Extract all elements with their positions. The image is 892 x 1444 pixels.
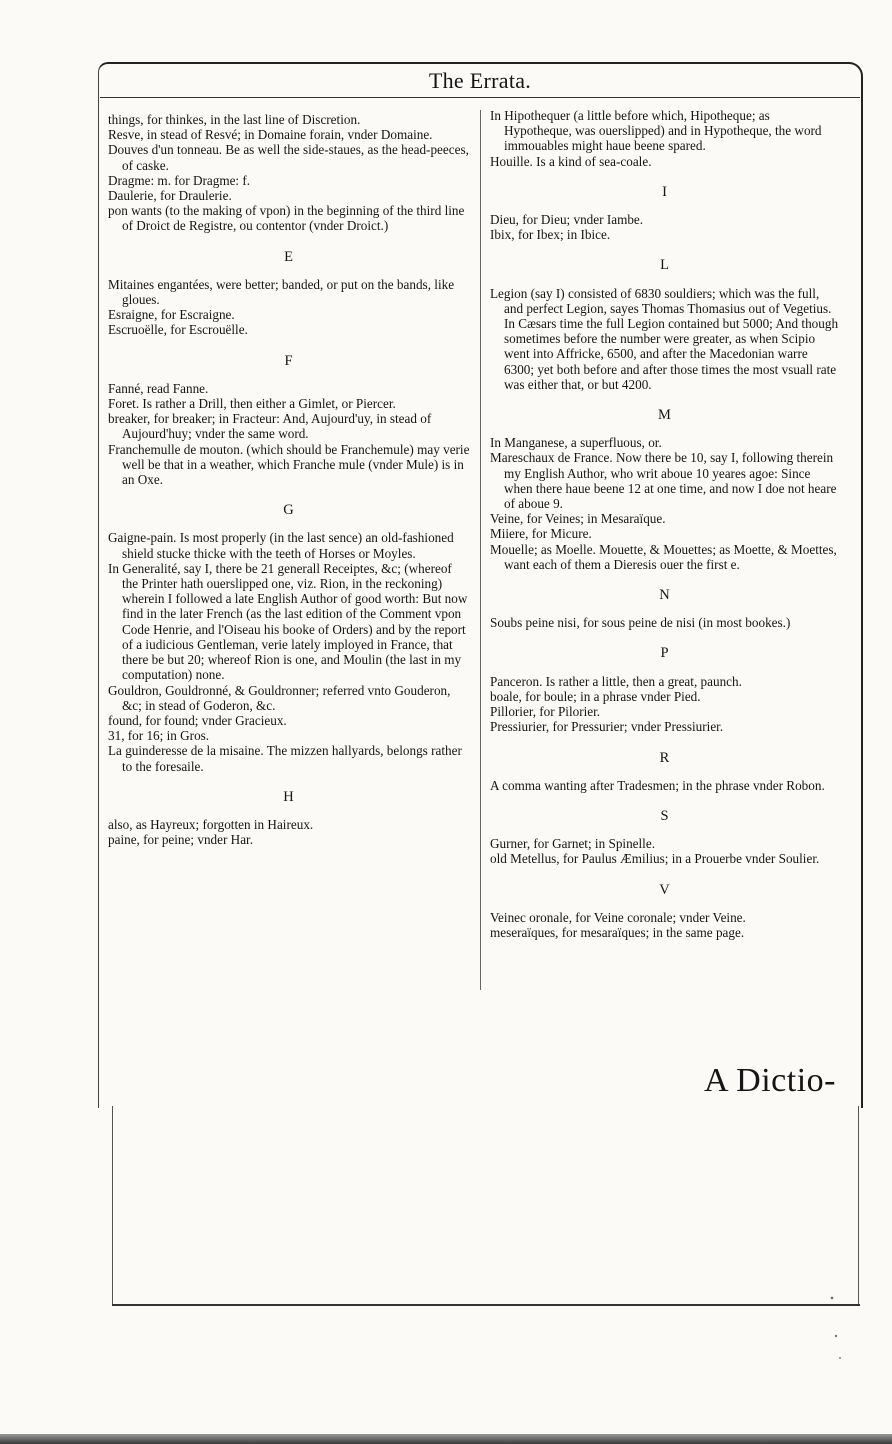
errata-entry: breaker, for breaker; in Fracteur: And, Aujourd'uy, in stead of Aujourd'huy; vnder the same word.: [108, 411, 432, 442]
errata-entry: Pressiurier, for Pressurier; vnder Pressiurier.: [490, 719, 724, 735]
errata-entry: Dragme: m. for Dragme: f.: [108, 172, 251, 188]
speck: [831, 1297, 834, 1300]
errata-entry: Fanné, read Fanne.: [108, 380, 209, 396]
errata-entry: pon wants (to the making of vpon) in the beginning of the third line of Droict de Registre, ou contentor (vnder Droict.): [108, 203, 465, 234]
errata-entry: In Manganese, a superfluous, or.: [490, 435, 662, 451]
errata-entry: Houille. Is a kind of sea-coale.: [490, 153, 652, 169]
catchword: A Dictio-: [704, 1062, 836, 1099]
head-rule: [100, 97, 860, 98]
errata-entry: Resve, in stead of Resvé; in Domaine forain, vnder Domaine.: [108, 127, 433, 143]
speck: [835, 1335, 837, 1337]
errata-entry: Mouelle; as Moelle. Mouette, & Mouettes; as Moette, & Moettes, want each of them a Dieresis ouer the first e.: [490, 541, 837, 572]
errata-entry: old Metellus, for Paulus Æmilius; in a Prouerbe vnder Soulier.: [490, 851, 820, 867]
errata-entry: found, for found; vnder Gracieux.: [108, 712, 287, 728]
section-letter-i: I: [662, 183, 668, 200]
errata-entry: A comma wanting after Tradesmen; in the phrase vnder Robon.: [490, 777, 825, 793]
errata-entry: paine, for peine; vnder Har.: [108, 832, 254, 848]
errata-entry: Miiere, for Micure.: [490, 526, 592, 542]
section-letter-s: S: [660, 807, 670, 824]
section-letter-l: L: [660, 257, 670, 274]
errata-entry: Gurner, for Garnet; in Spinelle.: [490, 836, 655, 852]
left-column: [108, 112, 470, 847]
errata-entry: Gouldron, Gouldronné, & Gouldronner; referred vnto Gouderon, &c; in stead of Goderon, &c.: [108, 682, 451, 713]
errata-entry: Soubs peine nisi, for sous peine de nisi (in most bookes.): [490, 615, 791, 631]
section-letter-r: R: [659, 749, 671, 766]
margin-rule-right: [858, 1106, 859, 1304]
errata-entry: 31, for 16; in Gros.: [108, 728, 210, 744]
errata-entry: Douves d'un tonneau. Be as well the side-staues, as the head-peeces, of caske.: [108, 142, 469, 173]
errata-entry: Veinec oronale, for Veine coronale; vnder Veine.: [490, 909, 746, 925]
errata-entry: Foret. Is rather a Drill, then either a Gimlet, or Piercer.: [108, 396, 396, 412]
errata-entry: Mitaines engantées, were better; banded, or put on the bands, like gloues.: [108, 276, 455, 308]
section-letter-p: P: [660, 645, 670, 662]
errata-entry: Dieu, for Dieu; vnder Iambe.: [490, 212, 644, 228]
section-letter-e: E: [284, 248, 294, 265]
errata-entry: also, as Hayreux; forgotten in Haireux.: [108, 816, 314, 832]
scan-edge: [0, 1434, 892, 1444]
errata-entry: Esraigne, for Escraigne.: [108, 307, 235, 323]
section-letter-g: G: [283, 502, 295, 519]
section-letter-f: F: [284, 352, 294, 369]
speck: [839, 1357, 841, 1359]
errata-entry: Mareschaux de France. Now there be 10, say I, following therein my English Author, who writ aboue 10 yeares agoe: Since when there haue beene 12 at one time, and now I doe not heare of aboue 9.: [490, 450, 837, 512]
errata-entry: meseraïques, for mesaraïques; in the same page.: [490, 924, 745, 940]
errata-entry: Escruoëlle, for Escrouëlle.: [108, 322, 248, 338]
column-divider: [480, 110, 481, 990]
errata-entry: things, for thinkes, in the last line of Discretion.: [108, 112, 361, 127]
section-letter-h: H: [283, 788, 295, 805]
errata-entry: Daulerie, for Draulerie.: [108, 188, 232, 204]
errata-entry: Legion (say I) consisted of 6830 souldiers; which was the full, and perfect Legion, sayes Thomas Thomasius out of Vegetius. In Cæsars time the full Legion contained but 5000; And though sometimes before the number were greater, as when Scipio went into Affricke, 6500, and after the Macedonian warre 6300; yet both before and after those times the most vsuall rate was either that, or but 4200.: [490, 285, 839, 392]
errata-entry: Franchemulle de mouton. (which should be Franchemule) may verie well be that in a weather, which Franche mule (vnder Mule) is in an Oxe.: [108, 441, 470, 488]
section-letter-v: V: [659, 881, 671, 898]
errata-entry: La guinderesse de la misaine. The mizzen hallyards, belongs rather to the foresaile.: [108, 743, 462, 774]
right-column: [490, 108, 840, 940]
errata-entry: Ibix, for Ibex; in Ibice.: [490, 227, 611, 243]
running-head: The Errata.: [428, 68, 532, 93]
section-letter-n: N: [659, 587, 671, 604]
errata-entry: In Hipothequer (a little before which, Hipotheque; as Hypotheque, was ouerslipped) and in Hypotheque, the word immouables might haue beene spared.: [490, 108, 822, 154]
bottom-rule: [112, 1304, 860, 1306]
errata-entry: In Generalité, say I, there be 21 generall Receiptes, &c; (whereof the Printer hath ouerslipped one, viz. Rion, in the reckoning) wherein I followed a late English Author of good worth: But now find in the later French (as the last edition of the Comment vpon Code Henrie, and l'Oiseau his booke of Orders) and by the report of a iudicious Gentleman, verie lately imployed in France, that there be but 20; whereof Rion is one, and Moulin (the last in my computation) none.: [108, 560, 468, 683]
errata-entry: Veine, for Veines; in Mesaraïque.: [490, 511, 666, 527]
margin-rule-left: [112, 1106, 113, 1304]
errata-entry: Gaigne-pain. Is most properly (in the last sence) an old-fashioned shield stucke thicke with the teeth of Horses or Moyles.: [108, 530, 454, 561]
errata-entry: Panceron. Is rather a little, then a great, paunch.: [490, 673, 742, 689]
errata-entry: Pillorier, for Pilorier.: [490, 704, 601, 720]
paper-specks: [826, 1290, 866, 1370]
errata-entry: boale, for boule; in a phrase vnder Pied.: [490, 688, 701, 704]
section-letter-m: M: [658, 407, 672, 424]
